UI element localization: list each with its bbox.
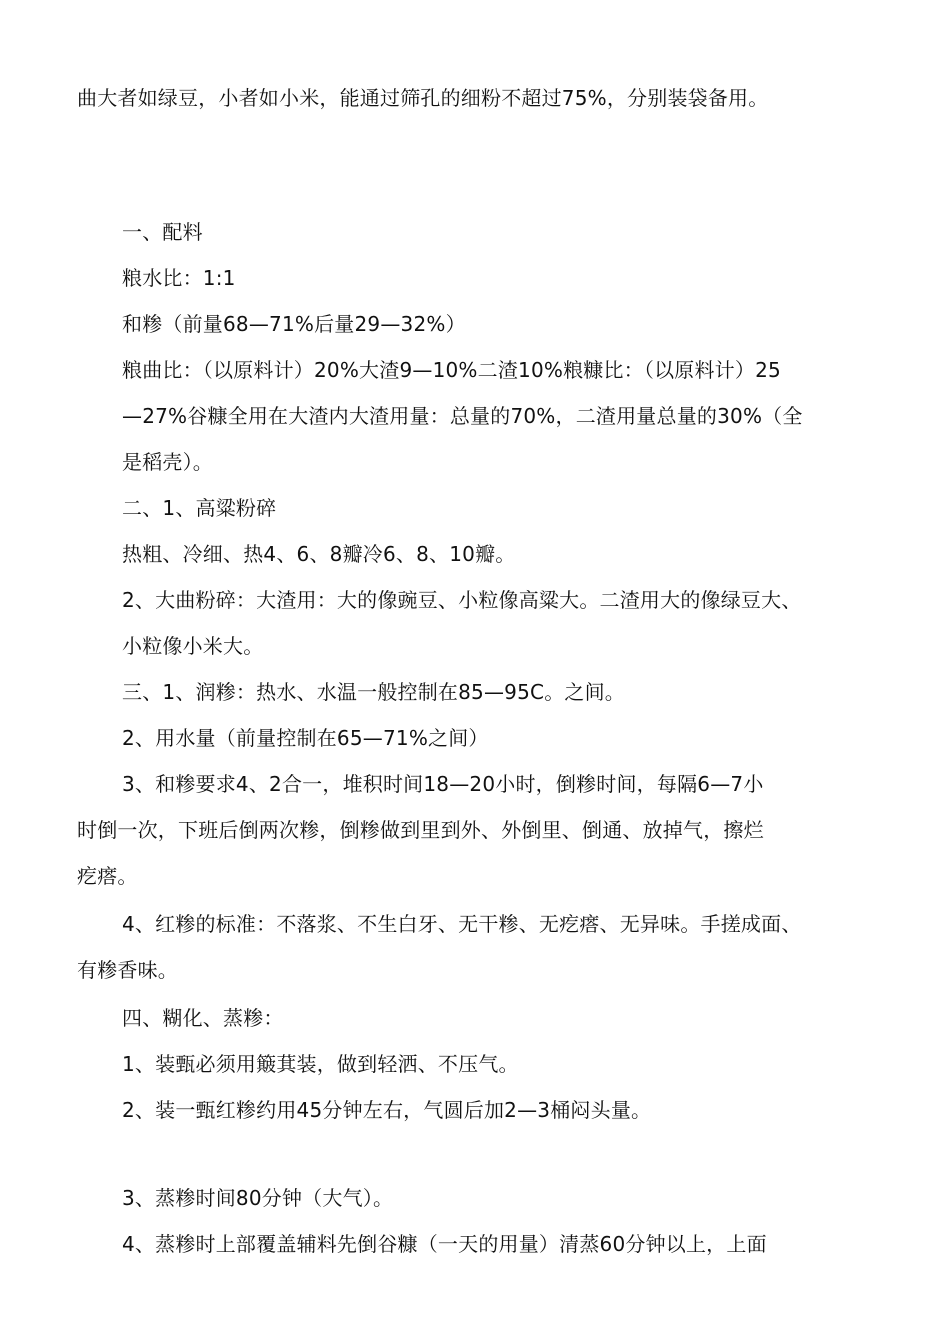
text-line: 2、装一甄红糁约用45分钟左右，气圆后加2—3桶闷头量。: [122, 1098, 652, 1122]
text-line: —27%谷糠全用在大渣内大渣用量：总量的70%，二渣用量总量的30%（全: [122, 404, 803, 428]
text-line: 4、红糁的标准：不落浆、不生白牙、无干糁、无疙瘩、无异味。手搓成面、: [122, 912, 802, 936]
section-heading-ingredients: 一、配料: [122, 220, 203, 244]
text-line: 粮水比：1:1: [122, 266, 236, 290]
text-line: 热粗、冷细、热4、6、8瓣冷6、8、10瓣。: [122, 542, 516, 566]
text-line: 粮曲比：（以原料计）20%大渣9—10%二渣10%粮糠比：（以原料计）25: [122, 358, 781, 382]
text-line: 小粒像小米大。: [122, 634, 264, 658]
text-line: 2、大曲粉碎：大渣用：大的像豌豆、小粒像高粱大。二渣用大的像绿豆大、: [122, 588, 802, 612]
text-line: 3、蒸糁时间80分钟（大气）。: [122, 1186, 394, 1210]
text-line: 有糁香味。: [77, 958, 178, 982]
text-line: 是稻壳）。: [122, 450, 213, 474]
text-line: 1、装甄必须用簸萁装，做到轻洒、不压气。: [122, 1052, 519, 1076]
text-line: 疙瘩。: [77, 864, 138, 888]
text-line: 2、用水量（前量控制在65—71%之间）: [122, 726, 489, 750]
text-line: 和糁（前量68—71%后量29—32%）: [122, 312, 466, 336]
text-line: 3、和糁要求4、2合一，堆积时间18—20小时，倒糁时间，每隔6—7小: [122, 772, 764, 796]
section-heading-steaming: 四、糊化、蒸糁：: [122, 1006, 284, 1030]
text-line: 4、蒸糁时上部覆盖辅料先倒谷糠（一天的用量）清蒸60分钟以上，上面: [122, 1232, 767, 1256]
section-heading-moistening: 三、1、润糁：热水、水温一般控制在85—95C。之间。: [122, 680, 625, 704]
section-heading-crushing: 二、1、高粱粉碎: [122, 496, 277, 520]
text-line: 时倒一次，下班后倒两次糁，倒糁做到里到外、外倒里、倒通、放掉气，擦烂: [77, 818, 764, 842]
text-line-continuation: 曲大者如绿豆，小者如小米，能通过筛孔的细粉不超过75%，分别装袋备用。: [77, 86, 769, 110]
